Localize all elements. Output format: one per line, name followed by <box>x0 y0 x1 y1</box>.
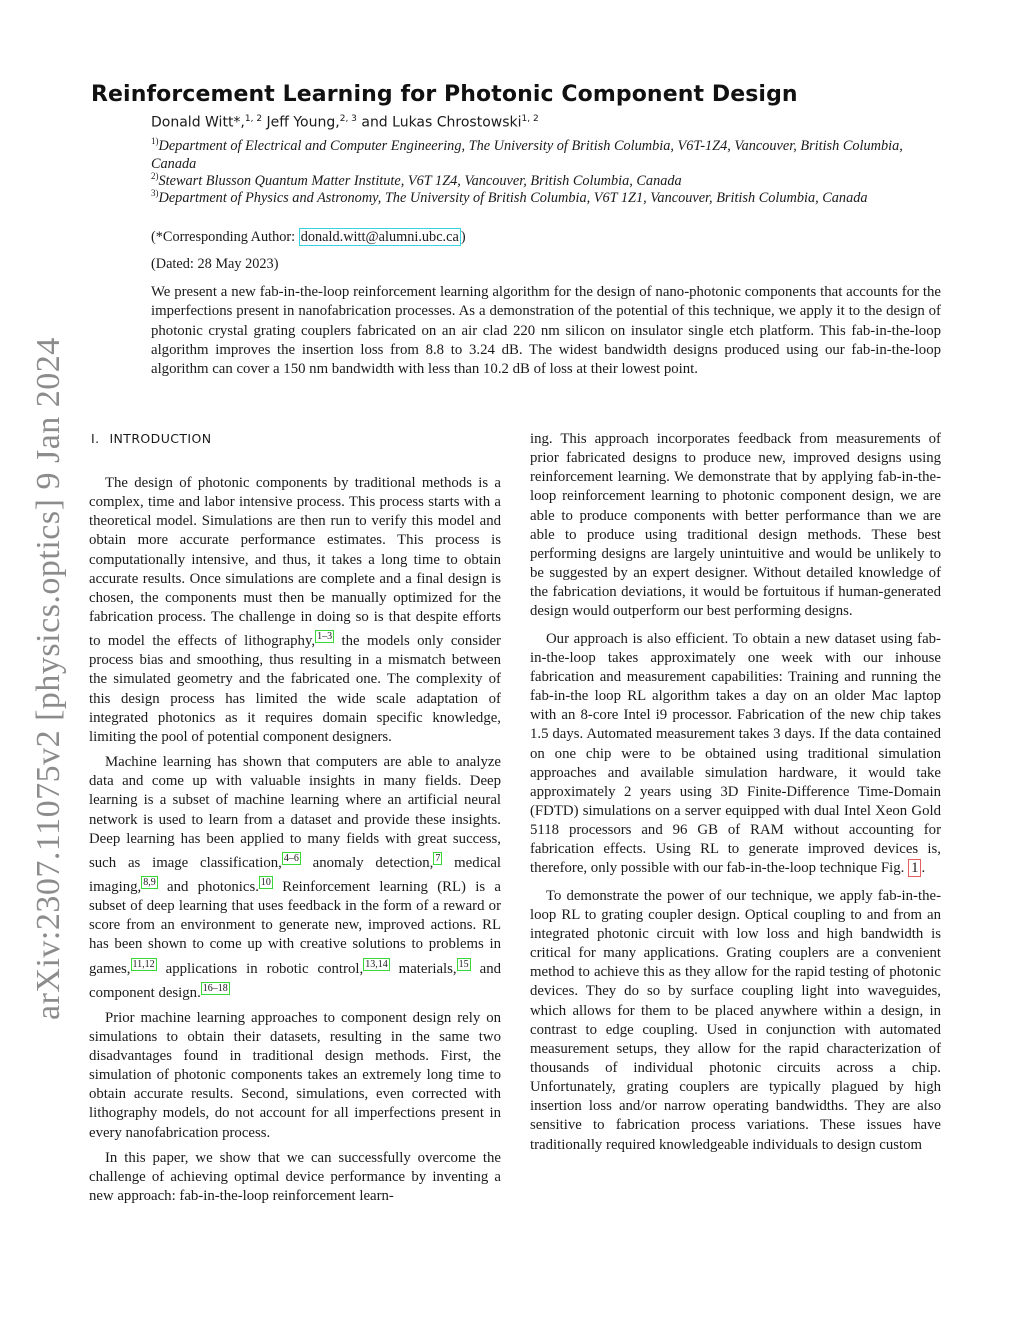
affiliation-text: Stewart Blusson Quantum Matter Institute, V6T 1Z4, Vancouver, British Columbia, Canada <box>158 172 682 189</box>
section-heading <box>91 431 211 446</box>
paper-title: Reinforcement Learning for Photonic Component Design <box>91 82 798 107</box>
author-affil-mark: 1, 2 <box>244 114 263 124</box>
text-run: materials, <box>389 960 457 977</box>
paragraph <box>89 474 501 747</box>
paragraph <box>530 630 941 879</box>
author-name: and Lukas Chrostowski <box>361 114 522 131</box>
affiliation-mark: 3) <box>151 188 159 198</box>
text-run: the models only consider process bias and smoothing, thus resulting in a mismatch between the simulated geometry and the fabricated one. The complexity of this design process has limited the wide scale adaptation of integrated photonics as it requires domain specific knowledge, limiting the pool of potential component designers. <box>89 633 501 745</box>
affiliation-mark: 2) <box>151 171 159 181</box>
author-affil-mark: 1, 2 <box>521 114 539 124</box>
affiliation-text: Department of Electrical and Computer Engineering, The University of British Columbia, V6T-1Z4, Vancouver, British Columbia, Canada <box>151 137 903 172</box>
email-link[interactable]: donald.witt@alumni.ubc.ca <box>300 229 459 245</box>
paragraph <box>89 753 501 1003</box>
citation-link[interactable]: 1–3 <box>317 631 333 643</box>
citation-link[interactable]: 16–18 <box>202 982 228 994</box>
citation-link[interactable]: 15 <box>458 958 469 970</box>
arxiv-stamp: arXiv:2307.11075v2 [physics.optics] 9 Jan 2024 <box>30 337 67 1020</box>
text-run: Reinforcement learning (RL) is a subset of deep learning that uses feedback in the form of a reward or score from an environment to generate new, improved actions. RL has been shown to come up with creative solutions to problems in games, <box>89 878 501 977</box>
text-run: . <box>921 860 926 877</box>
figure-link[interactable]: 1 <box>908 859 921 877</box>
citation-link[interactable]: 7 <box>435 852 441 864</box>
citation-link[interactable]: 11,12 <box>132 958 155 970</box>
text-run: anomaly detection, <box>300 854 434 871</box>
citation-link[interactable]: 13,14 <box>365 958 388 970</box>
corresponding-suffix: ) <box>460 229 466 245</box>
paragraph: In this paper, we show that we can successfully overcome the challenge of achieving optimal device performance by inventing a new approach: fab-in-the-loop reinforcement learn- <box>89 1149 501 1205</box>
text-run: Machine learning has shown that computers are able to analyze data and come up with valuable insights in many fields. Deep learning is a subset of machine learning where an artificial neural network is used to learn from a dataset and provide these insights. Deep learning has been applied to many fields with great success, such as image classification, <box>89 754 501 871</box>
text-run: The design of photonic components by traditional methods is a complex, time and labor intensive process. This process starts with a theoretical model. Simulations are then run to verify this model and obtain more accurate performance estimates. This process is computationally intensive, and thus, it takes a long time to obtain accurate results. Once simulations are complete and a final design is chosen, the components must then be manually optimized for the fabrication process. The challenge in doing so is that despite efforts to model the effects of lithography, <box>89 475 501 650</box>
text-run: and component design. <box>89 960 501 1001</box>
affiliation-text: Department of Physics and Astronomy, The University of British Columbia, V6T 1Z1, Vancouver, British Columbia, Canada <box>158 189 868 206</box>
corresponding-prefix: (*Corresponding Author: <box>151 229 299 245</box>
section-number: I. <box>91 431 100 446</box>
right-column <box>530 430 941 1163</box>
text-run: Our approach is also efficient. To obtain a new dataset using fab-in-the-loop takes approximately one week with our inhouse fabrication and measurement capabilities: Training and running the fab-in-the loop RL algorithm takes a day on an older Mac laptop with an 8-core Intel i9 processor. Fabrication of the new chip takes 1.5 days. Automated measurement takes 3 days. If the data contained on one chip were to be obtained using traditional simulation approaches and available simulation hardware, it would take approximately 2 years using 3D Finite-Difference Time-Domain (FDTD) simulations on a server equipped with dual Intel Xeon Gold 5118 processors and 96 GB of RAM without accounting for fabrication effects. Using RL to generate improved devices is, therefore, only possible with our fab-in-the-loop technique Fig. <box>530 630 941 877</box>
author-name: Donald Witt*, <box>151 114 245 131</box>
paragraph: ing. This approach incorporates feedback from measurements of prior fabricated designs to produce new, improved designs using reinforcement learning. We demonstrate that by applying fab-in-the-loop reinforcement learning to photonic component design, we are able to produce components with better performance than we are able to produce using traditional design methods. These best performing designs are largely unintuitive and would be unlikely to be suggested by an expert designer. Without detailed knowledge of the fabrication deviations, it would be fortuitous if human-generated design would outperform our best performing designs. <box>530 431 941 620</box>
paragraph: Prior machine learning approaches to component design rely on simulations to obtain their datasets, resulting in the same two disadvantages found in traditional design methods. First, the simulation of photonic components takes an extremely long time to obtain accurate results. Second, simulations, even corrected with lithography models, do not account for all imperfections present in every nanofabrication process. <box>89 1009 501 1141</box>
date-line: (Dated: 28 May 2023) <box>151 256 279 272</box>
affiliation <box>151 184 951 207</box>
section-title: INTRODUCTION <box>109 431 212 446</box>
abstract: We present a new fab-in-the-loop reinforcement learning algorithm for the design of nano-photonic components that accounts for the imperfections present in nanofabrication processes. As a demonstration of the potential of this technique, we apply it to the design of photonic crystal grating couplers fabricated on an air clad 220 nm silicon on insulator single etch platform. This fab-in-the-loop algorithm improves the insertion loss from 8.8 to 3.24 dB. The widest bandwidth designs produced using our fab-in-the-loop algorithm can cover a 150 nm bandwidth with less than 10.2 dB of loss at their lowest point. <box>151 284 941 378</box>
affiliation-mark: 1) <box>151 136 159 146</box>
text-run: medical imaging, <box>89 854 501 895</box>
citation-link[interactable]: 8,9 <box>143 876 156 888</box>
author-name: Jeff Young, <box>266 114 340 131</box>
citation-link[interactable]: 4–6 <box>283 852 299 864</box>
text-run: applications in robotic control, <box>156 960 364 977</box>
corresponding-author <box>151 229 851 246</box>
citation-link[interactable]: 10 <box>260 876 271 888</box>
left-column <box>89 474 501 1212</box>
paragraph: To demonstrate the power of our technique, we apply fab-in-the-loop RL to grating coupler design. Optical coupling to and from an integrated photonic circuit with low loss and high bandwidth is critical for many applications. Grating couplers are a convenient method to achieve this as they allow for the rapid testing of photonic devices. They do so by surface coupling light into waveguides, which allows for them to be placed anywhere within a design, in contrast to edge coupling. Used in conjunction with automated measurement setups, they allow for the rapid characterization of thousands of individual photonic circuits across a chip. Unfortunately, grating couplers are typically plagued by high insertion loss and/or narrow operating bandwidths. They are also sensitive to fabrication process variations. These issues have traditionally required knowledgeable individuals to design custom <box>530 887 941 1153</box>
author-list <box>151 114 911 131</box>
text-run: and photonics. <box>157 878 259 895</box>
author-affil-mark: 2, 3 <box>339 114 357 124</box>
